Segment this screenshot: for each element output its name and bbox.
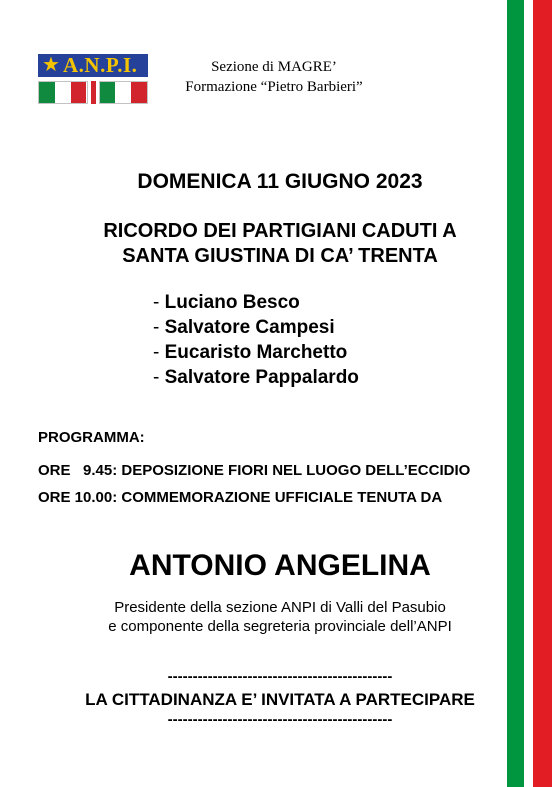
title-line-1: RICORDO DEI PARTIGIANI CADUTI A [103, 220, 457, 242]
star-icon: ★ [42, 54, 60, 76]
logo-flag-right [99, 81, 149, 104]
divider-top: --------------------------------------------- [167, 668, 393, 685]
speaker-role-line-2: e componente della segreteria provinciale dell’ANPI [108, 618, 452, 635]
section-name: Sezione di MAGRE’ [211, 59, 337, 75]
divider-bottom: --------------------------------------------- [167, 711, 393, 728]
invitation-text: LA CITTADINANZA E’ INVITATA A PARTECIPARE [85, 690, 475, 709]
list-item: - Eucaristo Marchetto [153, 342, 348, 363]
program-item-2: ORE 10.00: COMMEMORAZIONE UFFICIALE TENUTA DA [38, 489, 443, 506]
title-line-2: SANTA GIUSTINA DI CA’ TRENTA [122, 245, 438, 267]
list-item: - Luciano Besco [153, 292, 300, 313]
speaker-role [0, 598, 560, 636]
event-title [0, 219, 560, 269]
logo-flags [38, 81, 148, 104]
logo-text: A.N.P.I. [63, 53, 138, 77]
event-date: DOMENICA 11 GIUGNO 2023 [137, 170, 423, 193]
anpi-logo [38, 54, 148, 104]
speaker-role-line-1: Presidente della sezione ANPI di Valli del Pasubio [114, 599, 446, 616]
partisan-list [153, 290, 359, 390]
logo-flag-left [38, 81, 88, 104]
logo-flag-separator [91, 81, 96, 104]
section-header [164, 57, 384, 97]
list-item: - Salvatore Pappalardo [153, 367, 359, 388]
speaker-name: ANTONIO ANGELINA [129, 549, 431, 582]
formation-name: Formazione “Pietro Barbieri” [185, 79, 363, 95]
list-item: - Salvatore Campesi [153, 317, 335, 338]
program-item-1: ORE 9.45: DEPOSIZIONE FIORI NEL LUOGO DELL’ECCIDIO [38, 462, 471, 479]
program-heading: PROGRAMMA: [38, 429, 145, 446]
logo-banner [38, 54, 148, 77]
